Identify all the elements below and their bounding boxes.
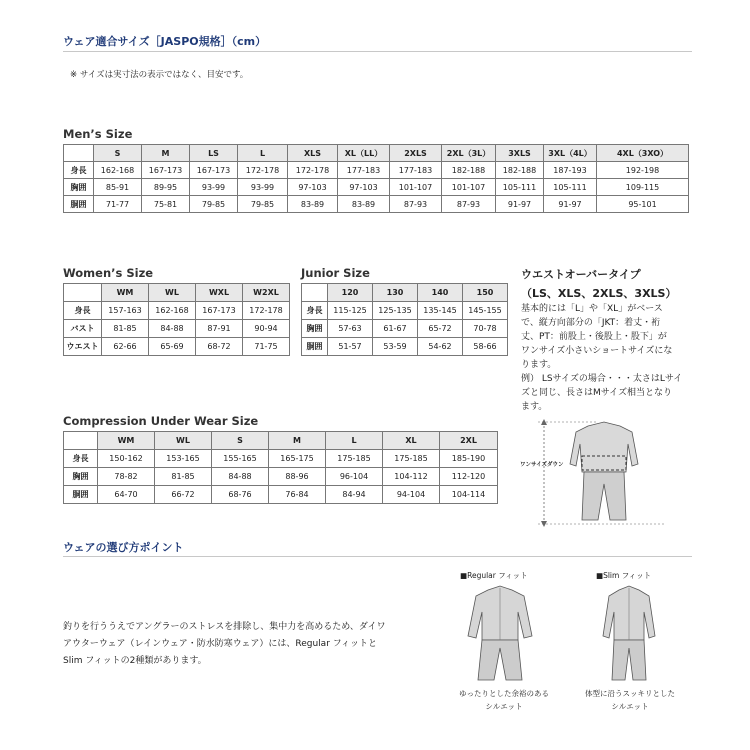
- womens-table-cell: 62-66: [102, 338, 149, 356]
- compression-corner-cell: [64, 432, 98, 450]
- paragraph-line: ります。: [521, 360, 557, 370]
- mens-table-cell: 91-97: [544, 196, 597, 213]
- womens-table-cell: 81-85: [102, 320, 149, 338]
- mens-table-cell: 85-91: [94, 179, 142, 196]
- mens-table-cell: 95-101: [597, 196, 689, 213]
- one-size-down-figure: [516, 416, 692, 528]
- mens-table-cell: 177-183: [390, 162, 442, 179]
- junior-row-label: 胸囲: [302, 320, 328, 338]
- compression-column-header: L: [326, 432, 383, 450]
- mens-table-cell: 93-99: [190, 179, 238, 196]
- header-divider: [63, 51, 692, 52]
- paragraph-line: アウターウェア（レインウェア・防水防寒ウェア）には、Regular フィットと: [63, 639, 378, 649]
- junior-table-cell: 125-135: [373, 302, 418, 320]
- mens-table-cell: 167-173: [142, 162, 190, 179]
- waist-over-description: [521, 302, 696, 414]
- mens-size-title: Men’s Size: [63, 127, 133, 141]
- junior-table-cell: 54-62: [418, 338, 463, 356]
- mens-table-cell: 101-107: [390, 179, 442, 196]
- mens-table-cell: 83-89: [338, 196, 390, 213]
- paragraph-line: 釣りを行ううえでアングラーのストレスを排除し、集中力を高めるため、ダイワ: [63, 622, 386, 632]
- mens-row-label: 胴囲: [64, 196, 94, 213]
- junior-table-cell: 135-145: [418, 302, 463, 320]
- compression-table-cell: 78-82: [98, 468, 155, 486]
- junior-table-cell: 145-155: [463, 302, 508, 320]
- compression-column-header: M: [269, 432, 326, 450]
- compression-table-cell: 96-104: [326, 468, 383, 486]
- paragraph-line: で、縦方向部分の「JKT：着丈・裄: [521, 318, 661, 328]
- junior-table-cell: 115-125: [328, 302, 373, 320]
- compression-size-title: Compression Under Wear Size: [63, 414, 259, 428]
- mens-column-header: M: [142, 145, 190, 162]
- compression-table-cell: 81-85: [155, 468, 212, 486]
- mens-table-cell: 182-188: [496, 162, 544, 179]
- one-size-down-label: ワンサイズダウン: [520, 462, 564, 468]
- mens-table-cell: 93-99: [238, 179, 288, 196]
- womens-row-label: バスト: [64, 320, 102, 338]
- mens-corner-cell: [64, 145, 94, 162]
- womens-row-label: 身長: [64, 302, 102, 320]
- junior-row-label: 身長: [302, 302, 328, 320]
- mens-table-row: [64, 179, 689, 196]
- compression-table-cell: 185-190: [440, 450, 498, 468]
- mens-table-cell: 97-103: [288, 179, 338, 196]
- points-description: [63, 619, 443, 670]
- paragraph-line: ます。: [521, 402, 548, 412]
- mens-table-cell: 71-77: [94, 196, 142, 213]
- mens-table-cell: 172-178: [288, 162, 338, 179]
- mens-column-header: L: [238, 145, 288, 162]
- junior-table-row: [302, 338, 508, 356]
- compression-table-cell: 104-114: [440, 486, 498, 504]
- compression-table-cell: 68-76: [212, 486, 269, 504]
- slim-fit-label: ■Slim フィット: [596, 571, 652, 580]
- womens-row-label: ウエスト: [64, 338, 102, 356]
- mens-table-cell: 89-95: [142, 179, 190, 196]
- slim-fit-caption-2: シルエット: [611, 702, 649, 711]
- compression-table-cell: 66-72: [155, 486, 212, 504]
- mens-table-cell: 182-188: [442, 162, 496, 179]
- regular-fit-caption-2: シルエット: [485, 702, 523, 711]
- mens-table-cell: 87-93: [442, 196, 496, 213]
- womens-table-row: [64, 338, 290, 356]
- junior-table-row: [302, 320, 508, 338]
- womens-column-header: W2XL: [243, 284, 290, 302]
- mens-table-cell: 105-111: [496, 179, 544, 196]
- junior-corner-cell: [302, 284, 328, 302]
- paragraph-line: 基本的には「L」や「XL」がベース: [521, 304, 663, 314]
- mens-table-cell: 192-198: [597, 162, 689, 179]
- compression-column-header: 2XL: [440, 432, 498, 450]
- paragraph-line: 例） LSサイズの場合・・・太さはLサイ: [521, 374, 683, 384]
- junior-table-cell: 51-57: [328, 338, 373, 356]
- junior-column-header: 140: [418, 284, 463, 302]
- regular-fit-label: ■Regular フィット: [460, 571, 528, 580]
- paragraph-line: Slim フィットの2種類があります。: [63, 656, 207, 666]
- junior-size-table: [301, 283, 508, 356]
- mens-table-row: [64, 196, 689, 213]
- womens-table-cell: 167-173: [196, 302, 243, 320]
- compression-table-cell: 94-104: [383, 486, 440, 504]
- junior-table-cell: 65-72: [418, 320, 463, 338]
- junior-column-header: 150: [463, 284, 508, 302]
- waist-over-subtitle: （LS、XLS、2XLS、3XLS）: [521, 287, 677, 300]
- junior-table-cell: 61-67: [373, 320, 418, 338]
- compression-row-label: 身長: [64, 450, 98, 468]
- mens-table-cell: 91-97: [496, 196, 544, 213]
- compression-table-cell: 112-120: [440, 468, 498, 486]
- points-title: ウェアの選び方ポイント: [63, 541, 184, 554]
- womens-corner-cell: [64, 284, 102, 302]
- mens-table-cell: 79-85: [190, 196, 238, 213]
- compression-row-label: 胴囲: [64, 486, 98, 504]
- mens-column-header: 3XLS: [496, 145, 544, 162]
- mens-table-cell: 187-193: [544, 162, 597, 179]
- compression-row-label: 胸囲: [64, 468, 98, 486]
- compression-table-cell: 165-175: [269, 450, 326, 468]
- compression-table-cell: 84-94: [326, 486, 383, 504]
- compression-table-cell: 155-165: [212, 450, 269, 468]
- mens-column-header: XL（LL）: [338, 145, 390, 162]
- mens-table-cell: 167-173: [190, 162, 238, 179]
- mens-table-cell: 101-107: [442, 179, 496, 196]
- mens-row-label: 胸囲: [64, 179, 94, 196]
- womens-size-title: Women’s Size: [63, 266, 154, 280]
- paragraph-line: ズと同じ、長さはMサイズ相当となり: [521, 388, 673, 398]
- compression-size-table: [63, 431, 498, 504]
- womens-table-cell: 71-75: [243, 338, 290, 356]
- junior-table-cell: 58-66: [463, 338, 508, 356]
- womens-table-cell: 65-69: [149, 338, 196, 356]
- junior-table-row: [302, 302, 508, 320]
- regular-fit-caption-1: ゆったりとした余裕のある: [459, 689, 549, 698]
- mens-size-table: [63, 144, 689, 213]
- womens-size-table: [63, 283, 290, 356]
- mens-column-header: LS: [190, 145, 238, 162]
- size-note: ※ サイズは実寸法の表示ではなく、目安です。: [70, 70, 249, 80]
- compression-table-row: [64, 468, 498, 486]
- junior-table-cell: 57-63: [328, 320, 373, 338]
- compression-table-cell: 175-185: [326, 450, 383, 468]
- points-divider: [63, 556, 692, 557]
- junior-table-cell: 53-59: [373, 338, 418, 356]
- mens-table-cell: 75-81: [142, 196, 190, 213]
- womens-table-row: [64, 320, 290, 338]
- womens-table-cell: 68-72: [196, 338, 243, 356]
- compression-column-header: XL: [383, 432, 440, 450]
- mens-table-cell: 79-85: [238, 196, 288, 213]
- compression-table-cell: 153-165: [155, 450, 212, 468]
- junior-size-title: Junior Size: [301, 266, 370, 280]
- junior-column-header: 130: [373, 284, 418, 302]
- mens-table-cell: 83-89: [288, 196, 338, 213]
- slim-fit-caption-1: 体型に沿うスッキリとした: [585, 689, 675, 698]
- mens-table-cell: 105-111: [544, 179, 597, 196]
- mens-table-cell: 162-168: [94, 162, 142, 179]
- mens-column-header: 4XL（3XO）: [597, 145, 689, 162]
- mens-table-cell: 97-103: [338, 179, 390, 196]
- mens-column-header: 3XL（4L）: [544, 145, 597, 162]
- regular-fit-figure: [458, 584, 542, 684]
- compression-table-row: [64, 486, 498, 504]
- compression-table-row: [64, 450, 498, 468]
- junior-column-header: 120: [328, 284, 373, 302]
- womens-table-cell: 157-163: [102, 302, 149, 320]
- compression-table-cell: 104-112: [383, 468, 440, 486]
- womens-table-row: [64, 302, 290, 320]
- compression-table-cell: 88-96: [269, 468, 326, 486]
- slim-fit-figure: [594, 584, 664, 684]
- womens-table-cell: 87-91: [196, 320, 243, 338]
- waist-over-title: ウエストオーバータイプ: [521, 268, 641, 281]
- mens-table-cell: 177-183: [338, 162, 390, 179]
- womens-column-header: WM: [102, 284, 149, 302]
- mens-table-row: [64, 162, 689, 179]
- mens-column-header: 2XLS: [390, 145, 442, 162]
- mens-column-header: S: [94, 145, 142, 162]
- mens-table-cell: 172-178: [238, 162, 288, 179]
- womens-table-cell: 172-178: [243, 302, 290, 320]
- womens-column-header: WXL: [196, 284, 243, 302]
- womens-table-cell: 84-88: [149, 320, 196, 338]
- compression-table-cell: 84-88: [212, 468, 269, 486]
- womens-table-cell: 162-168: [149, 302, 196, 320]
- paragraph-line: ワンサイズ小さいショートサイズにな: [521, 346, 673, 356]
- compression-table-cell: 175-185: [383, 450, 440, 468]
- junior-row-label: 胴囲: [302, 338, 328, 356]
- mens-column-header: XLS: [288, 145, 338, 162]
- mens-column-header: 2XL（3L）: [442, 145, 496, 162]
- womens-column-header: WL: [149, 284, 196, 302]
- mens-table-cell: 87-93: [390, 196, 442, 213]
- paragraph-line: 丈、PT：前股上・後股上・股下」が: [521, 332, 667, 342]
- compression-column-header: WL: [155, 432, 212, 450]
- compression-table-cell: 150-162: [98, 450, 155, 468]
- mens-table-cell: 109-115: [597, 179, 689, 196]
- compression-column-header: WM: [98, 432, 155, 450]
- junior-table-cell: 70-78: [463, 320, 508, 338]
- compression-column-header: S: [212, 432, 269, 450]
- womens-table-cell: 90-94: [243, 320, 290, 338]
- page-title: ウェア適合サイズ［JASPO規格］（cm）: [63, 35, 267, 48]
- mens-row-label: 身長: [64, 162, 94, 179]
- compression-table-cell: 64-70: [98, 486, 155, 504]
- compression-table-cell: 76-84: [269, 486, 326, 504]
